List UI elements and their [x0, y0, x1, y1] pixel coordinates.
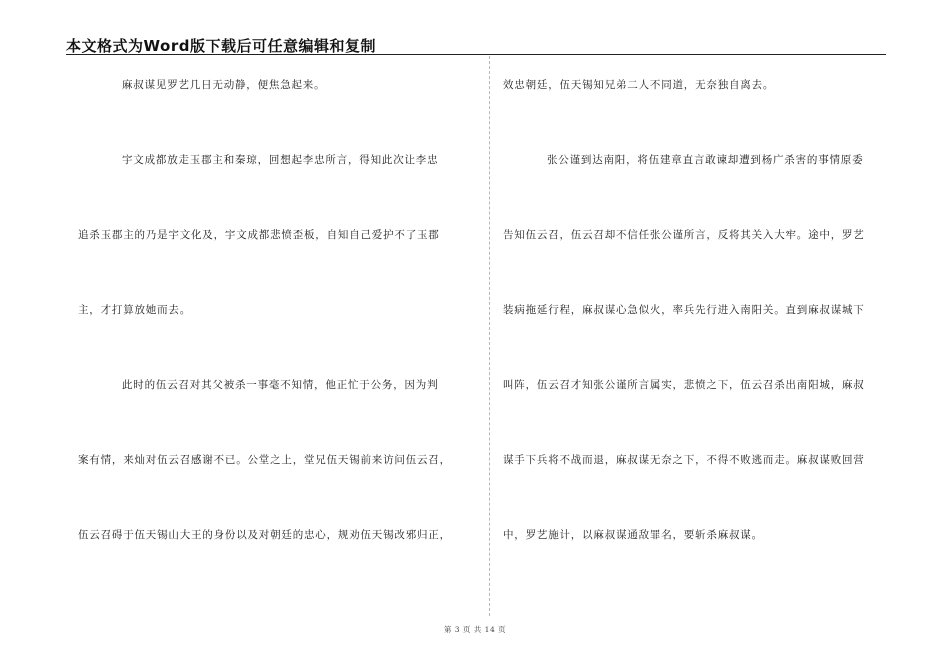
paragraph-line: 伍云召碍于伍天锡山大王的身份以及对朝廷的忠心，规劝伍天锡改邪归正，: [78, 529, 451, 541]
paragraph-line: 麻叔谋见罗艺几日无动静，便焦急起来。: [122, 79, 326, 91]
paragraph-line: 张公谨到达南阳，将伍建章直言敢谏却遭到杨广杀害的事情原委: [547, 154, 864, 166]
column-divider: [489, 56, 490, 616]
page-number: 第 3 页 共 14 页: [443, 625, 507, 634]
header-divider: [66, 54, 886, 55]
paragraph-line: 中，罗艺施计，以麻叔谋通敌罪名，要斩杀麻叔谋。: [503, 529, 763, 541]
paragraph-line: 此时的伍云召对其父被杀一事毫不知情，他正忙于公务，因为判: [122, 379, 439, 391]
paragraph-line: 效忠朝廷，伍天锡知兄弟二人不同道，无奈独自离去。: [503, 79, 775, 91]
paragraph-line: 装病拖延行程，麻叔谋心急似火，率兵先行进入南阳关。直到麻叔谋城下: [503, 304, 865, 316]
paragraph-line: 叫阵，伍云召才知张公谨所言属实，悲愤之下，伍云召杀出南阳城，麻叔: [503, 379, 865, 391]
paragraph-line: 告知伍云召，伍云召却不信任张公谨所言，反将其关入大牢。途中，罗艺: [503, 229, 865, 241]
document-header-title: 本文格式为Word版下载后可任意编辑和复制: [66, 37, 376, 55]
paragraph-line: 追杀玉郡主的乃是宇文化及，宇文成都悲愤歪板，自知自己爱护不了玉郡: [78, 229, 440, 241]
paragraph-line: 谋手下兵将不战而退，麻叔谋无奈之下，不得不败逃而走。麻叔谋败回营: [503, 454, 865, 466]
paragraph-line: 主，才打算放她而去。: [78, 304, 191, 316]
paragraph-line: 案有情，来灿对伍云召感谢不已。公堂之上，堂兄伍天锡前来访问伍云召，: [78, 454, 451, 466]
paragraph-line: 宇文成都放走玉郡主和秦琼，回想起李忠所言，得知此次让李忠: [122, 154, 439, 166]
